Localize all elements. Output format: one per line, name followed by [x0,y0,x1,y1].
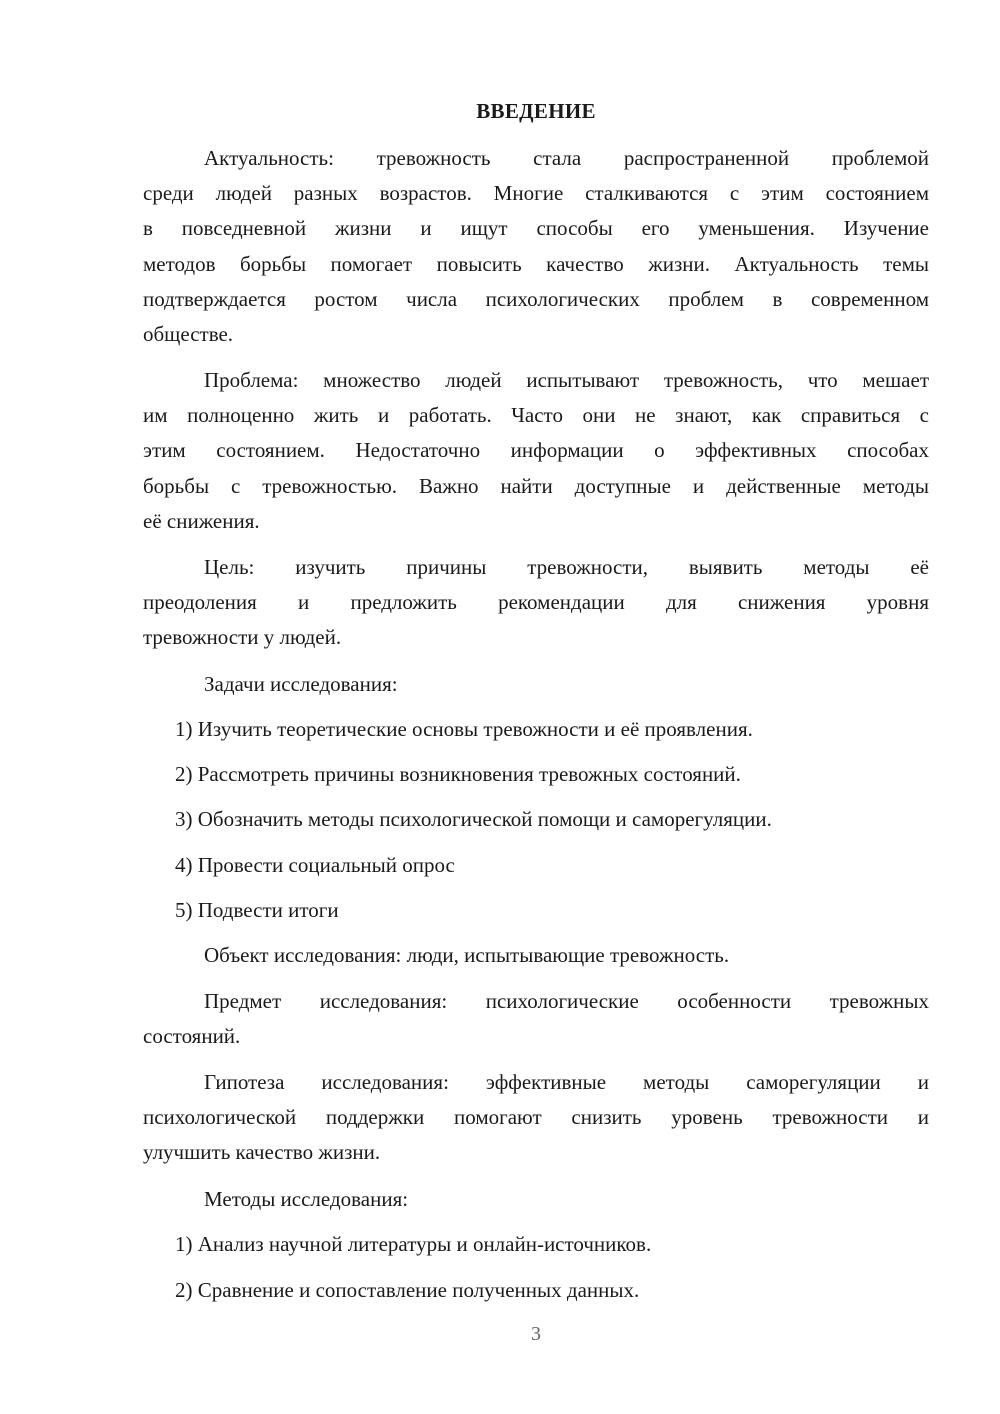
tasks-list-item: 1) Изучить теоретические основы тревожности и её проявления. [175,717,753,741]
methods-list-item: 1) Анализ научной литературы и онлайн-источников. [175,1232,652,1256]
tasks-list-item: 5) Подвести итоги [175,898,339,922]
methods-list-item: 2) Сравнение и сопоставление полученных данных. [175,1278,640,1302]
text-line: им полноценно жить и работать. Часто они не знают, как справиться с [143,403,929,428]
tasks-list-item: 3) Обозначить методы психологической помощи и саморегуляции. [175,807,772,831]
paragraph-relevance [143,141,929,352]
text-line: преодоления и предложить рекомендации для снижения уровня [143,590,929,615]
text-line: Предмет исследования: психологические особенности тревожных [204,989,929,1013]
paragraph-subject [143,984,929,1054]
page-title: ВВЕДЕНИЕ [476,99,596,123]
text-line: состояний. [143,1024,241,1049]
text-line: в повседневной жизни и ищут способы его уменьшения. Изучение [143,216,929,241]
text-line: методов борьбы помогает повысить качество жизни. Актуальность темы [143,251,929,276]
text-line: борьбы с тревожностью. Важно найти доступные и действенные методы [143,473,929,498]
text-line: психологической поддержки помогают снизить уровень тревожности и [143,1105,929,1130]
text-line: Актуальность: тревожность стала распространенной проблемой [204,146,929,170]
text-line: улучшить качество жизни. [143,1140,381,1165]
tasks-list-item: 2) Рассмотреть причины возникновения тревожных состояний. [175,762,741,786]
text-line: Гипотеза исследования: эффективные методы саморегуляции и [204,1070,929,1094]
text-line: Цель: изучить причины тревожности, выявить методы её [204,555,929,579]
text-line: подтверждается ростом числа психологических проблем в современном [143,286,929,311]
text-line: этим состоянием. Недостаточно информации о эффективных способах [143,438,929,463]
paragraph-object: Объект исследования: люди, испытывающие тревожность. [204,943,730,967]
text-line: её снижения. [143,508,260,533]
tasks-list-item: 4) Провести социальный опрос [175,853,455,877]
paragraph-goal [143,550,929,656]
text-line: Проблема: множество людей испытывают тревожность, что мешает [204,368,929,392]
methods-heading: Методы исследования: [204,1187,409,1211]
paragraph-hypothesis [143,1065,929,1171]
text-line: среди людей разных возрастов. Многие сталкиваются с этим состоянием [143,181,929,206]
page-number: 3 [531,1323,541,1345]
tasks-heading: Задачи исследования: [204,672,398,696]
text-line: тревожности у людей. [143,625,342,650]
paragraph-problem [143,363,929,539]
text-line: обществе. [143,322,234,347]
